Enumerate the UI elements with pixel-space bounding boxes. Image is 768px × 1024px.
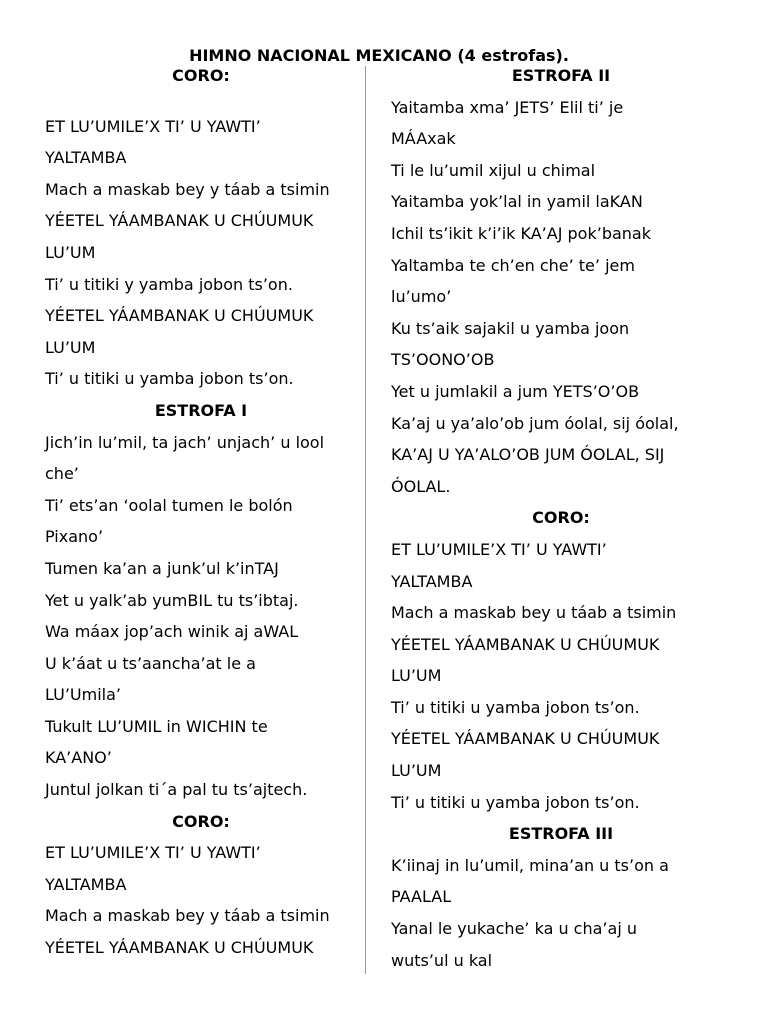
verse-line: Ku ts’aik sajakil u yamba joon: [391, 318, 630, 338]
verse-line: ÓOLAL.: [391, 476, 451, 496]
verse-line: PAALAL: [391, 887, 452, 907]
verse-line: LU’Umila’: [45, 685, 121, 705]
verse-line: MÁAxak: [391, 129, 456, 149]
verse-line: Ichil ts’ikit k’i’ik KA’AJ pok’banak: [391, 223, 651, 243]
verse-line: Yaitamba yok’lal in yamil laKAN: [391, 192, 643, 212]
verse-line: KA’ANO’: [45, 748, 112, 768]
verse-line: Tukult LU’UMIL in WICHIN te: [45, 716, 268, 736]
verse-line: KA’AJ U YA’ALO’OB JUM ÓOLAL, SIJ: [391, 445, 665, 465]
section-heading: ESTROFA II: [511, 66, 611, 85]
section-heading: CORO:: [172, 66, 230, 85]
verse-line: LU’UM: [45, 242, 96, 262]
verse-line: YÉETEL YÁAMBANAK U CHÚUMUK: [45, 938, 314, 958]
verse-line: che’: [45, 464, 79, 484]
verse-line: Yet u yalk’ab yumBIL tu ts’ibtaj.: [45, 590, 299, 610]
verse-line: LU’UM: [391, 761, 442, 781]
verse-line: Ti’ ets’an ‘oolal tumen le bolón: [45, 495, 293, 515]
verse-line: Tumen ka’an a junk’ul k’inTAJ: [45, 558, 279, 578]
verse-line: LU’UM: [45, 337, 96, 357]
verse-line: U k’áat u ts’aancha’at le a: [45, 653, 256, 673]
verse-line: K’iinaj in lu’umil, mina’an u ts’on a: [391, 855, 669, 875]
verse-line: Jich’in lu’mil, ta jach’ unjach’ u lool: [45, 432, 325, 452]
verse-line: lu’umo’: [391, 287, 452, 307]
verse-line: Yet u jumlakil a jum YETS’O’OB: [391, 381, 640, 401]
section-heading: CORO:: [532, 508, 590, 528]
verse-line: Yaltamba te ch’en che’ te’ jem: [391, 255, 635, 275]
section-heading: ESTROFA III: [508, 824, 614, 844]
verse-line: Mach a maskab bey u táab a tsimin: [391, 603, 677, 623]
verse-line: YALTAMBA: [391, 571, 473, 591]
verse-line: Ti’ u titiki u yamba jobon ts’on.: [391, 792, 640, 812]
verse-line: Ka’aj u ya’alo’ob jum óolal, sij óolal,: [391, 413, 679, 433]
verse-line: Mach a maskab bey y táab a tsimin: [45, 906, 330, 926]
verse-line: Yanal le yukache’ ka u cha’aj u: [391, 919, 637, 939]
right-column: [391, 60, 731, 990]
verse-line: YÉETEL YÁAMBANAK U CHÚUMUK: [45, 211, 314, 231]
verse-line: Ti le lu’umil xijul u chimal: [391, 160, 596, 180]
verse-line: YALTAMBA: [45, 874, 127, 894]
verse-line: YÉETEL YÁAMBANAK U CHÚUMUK: [391, 634, 660, 654]
verse-line: Juntul jolkan ti´a pal tu ts’ajtech.: [45, 780, 308, 800]
left-column: [45, 60, 357, 990]
verse-line: TS’OONO’OB: [391, 350, 495, 370]
verse-line: LU’UM: [391, 666, 442, 686]
verse-line: Ti’ u titiki y yamba jobon ts’on.: [45, 274, 293, 294]
verse-line: Wa máax jop’ach winik aj aWAL: [45, 622, 299, 642]
verse-line: Yaitamba xma’ JETS’ Elil ti’ je: [391, 97, 624, 117]
verse-line: Mach a maskab bey y táab a tsimin: [45, 179, 330, 199]
verse-line: ET LU’UMILE’X TI’ U YAWTI’: [45, 843, 261, 863]
verse-line: YÉETEL YÁAMBANAK U CHÚUMUK: [391, 729, 660, 749]
section-heading: CORO:: [172, 811, 230, 831]
section-heading: ESTROFA I: [154, 400, 248, 420]
verse-line: Ti’ u titiki u yamba jobon ts’on.: [45, 369, 294, 389]
verse-line: wuts’ul u kal: [391, 950, 493, 970]
column-divider: [365, 66, 366, 974]
verse-line: ET LU’UMILE’X TI’ U YAWTI’: [391, 539, 607, 559]
spacer: [45, 92, 357, 111]
verse-line: ET LU’UMILE’X TI’ U YAWTI’: [45, 116, 261, 136]
verse-line: YALTAMBA: [45, 148, 127, 168]
page-title: HIMNO NACIONAL MEXICANO (4 estrofas).: [189, 46, 569, 65]
verse-line: Pixano’: [45, 527, 104, 547]
verse-line: YÉETEL YÁAMBANAK U CHÚUMUK: [45, 306, 314, 326]
verse-line: Ti’ u titiki u yamba jobon ts’on.: [391, 697, 640, 717]
